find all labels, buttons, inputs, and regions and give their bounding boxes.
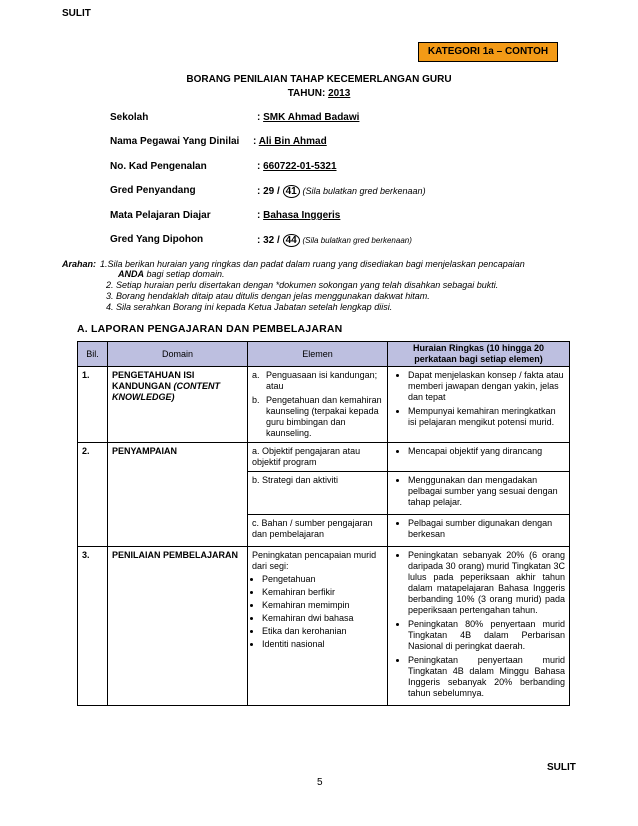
gred-label: Gred Penyandang <box>110 185 196 196</box>
sekolah-label: Sekolah <box>110 112 149 123</box>
row3-domain: PENILAIAN PEMBELAJARAN <box>108 547 248 706</box>
table-header-row <box>78 342 570 367</box>
nama-field: : Ali Bin Ahmad <box>253 136 327 147</box>
form-title: BORANG PENILAIAN TAHAP KECEMERLANGAN GURU <box>186 74 452 85</box>
row2-huraian-b-list <box>392 475 565 508</box>
gred-dipohon-field: : 32 / 44 (Sila bulatkan gred berkenaan) <box>257 235 412 246</box>
row2-huraian-a-item: • Mencapai objektif yang dirancang <box>408 446 565 457</box>
row1-bil: 1. <box>78 367 108 443</box>
mata-pelajaran-field: : Bahasa Inggeris <box>257 210 341 221</box>
row1-domain-text: PENGETAHUAN ISI KANDUNGAN <box>112 370 195 391</box>
row1-elemen-a-key: a. <box>252 370 260 380</box>
row3-huraian-list <box>392 550 565 699</box>
row2-elemen-a: a. Objektif pengajaran atau objektif program <box>248 443 388 472</box>
header-huraian: Huraian Ringkas (10 hingga 20 perkataan bagi setiap elemen) <box>388 342 570 367</box>
row2-huraian-c-item: • Pelbagai sumber digunakan dengan berkesan <box>408 518 565 540</box>
row3-elemen-item: • Etika dan kerohanian <box>262 626 383 637</box>
tahun-label: TAHUN: <box>287 88 326 99</box>
row3-elemen-item: • Kemahiran berfikir <box>262 587 383 598</box>
row3-bil: 3. <box>78 547 108 706</box>
arahan-line-2: 2. Setiap huraian perlu disertakan dengan *dokumen sokongan yang telah disahkan sebagai bukti. <box>106 280 499 290</box>
arahan-label: Arahan: <box>62 259 97 269</box>
section-a-heading: A. LAPORAN PENGAJARAN DAN PEMBELAJARAN <box>77 323 343 335</box>
gred-dipohon-label: Gred Yang Dipohon <box>110 234 204 245</box>
header-elemen: Elemen <box>248 342 388 367</box>
row1-elemen-a-text: Penguasaan isi kandungan; atau <box>266 370 378 391</box>
row1-huraian-list <box>392 370 565 428</box>
arahan-line-1: 1.Sila berikan huraian yang ringkas dan padat dalam ruang yang disediakan bagi menjelaskan pencapaian <box>100 259 525 269</box>
row3-huraian-2: • Peningkatan 80% penyertaan murid Tingkatan 4B dalam Perbarisan Nasional di peringkat daerah. <box>408 619 565 652</box>
arahan-anda: ANDA <box>118 269 144 279</box>
table-row <box>78 367 570 443</box>
header-domain: Domain <box>108 342 248 367</box>
tahun-value: 2013 <box>328 88 351 99</box>
arahan-line-3: 3. Borang hendaklah ditaip atau ditulis dengan jelas menggunakan dakwat hitam. <box>106 291 430 301</box>
gred-a: 29 <box>263 186 275 197</box>
row2-domain: PENYAMPAIAN <box>108 443 248 547</box>
gred-dipohon-note: (Sila bulatkan gred berkenaan) <box>302 236 412 245</box>
row3-huraian-1: • Peningkatan sebanyak 20% (6 orang daripada 30 orang) murid Tingkatan 3C lulus pada peperiksaan akhir tahun dalam matapelajaran Bahasa Inggeris berbanding 10% (3 orang murid) pada peperiksaan pertengahan tahun. <box>408 550 565 616</box>
sulit-label-top: SULIT <box>62 8 91 19</box>
row1-elemen <box>248 367 388 443</box>
gred-dipohon-a: 32 <box>263 235 275 246</box>
row3-elemen-item: • Kemahiran dwi bahasa <box>262 613 383 624</box>
row1-elemen-a <box>252 370 383 392</box>
row1-huraian-2: • Mempunyai kemahiran meringkatkan isi pelajaran mengikut potensi murid. <box>408 406 565 428</box>
row2-huraian-c-list <box>392 518 565 540</box>
sekolah-field: : SMK Ahmad Badawi <box>257 112 360 123</box>
row1-domain-italic: (CONTENT KNOWLEDGE) <box>112 381 220 402</box>
arahan-line-1b <box>118 269 225 280</box>
nama-label: Nama Pegawai Yang Dinilai <box>110 136 240 147</box>
row3-huraian-3: • Peningkatan penyertaan murid Tingkatan 4B dalam Minggu Bahasa Inggeris sebanyak 20% berbanding tahun sebelumnya. <box>408 655 565 699</box>
row1-huraian <box>388 367 570 443</box>
page-number: 5 <box>317 777 323 788</box>
table-row <box>78 443 570 472</box>
row1-elemen-b <box>252 395 383 439</box>
mata-pelajaran-value: Bahasa Inggeris <box>263 210 341 221</box>
row2-huraian-a <box>388 443 570 472</box>
row1-domain <box>108 367 248 443</box>
sekolah-value: SMK Ahmad Badawi <box>263 112 360 123</box>
kp-value: 660722-01-5321 <box>263 161 337 172</box>
row3-elemen-item: • Identiti nasional <box>262 639 383 650</box>
gred-field: : 29 / 41 (Sila bulatkan gred berkenaan) <box>257 186 426 197</box>
row3-elemen-intro: Peningkatan pencapaian murid dari segi: <box>252 550 377 571</box>
row2-huraian-b-item: • Menggunakan dan mengadakan pelbagai sumber yang sesuai dengan tahap pelajar. <box>408 475 565 508</box>
arahan-line-4: 4. Sila serahkan Borang ini kepada Ketua Jabatan setelah lengkap diisi. <box>106 302 393 312</box>
gred-b-circled: 41 <box>283 185 300 198</box>
table-row <box>78 547 570 706</box>
gred-dipohon-b-circled: 44 <box>283 234 300 247</box>
header-bil: Bil. <box>78 342 108 367</box>
row3-huraian <box>388 547 570 706</box>
arahan-line-1b-text: bagi setiap domain. <box>144 269 225 279</box>
row2-bil: 2. <box>78 443 108 547</box>
row3-elemen-list <box>252 574 383 650</box>
sulit-label-bottom: SULIT <box>547 762 576 773</box>
row2-huraian-a-list <box>392 446 565 457</box>
mata-pelajaran-label: Mata Pelajaran Diajar <box>110 210 211 221</box>
nama-value: Ali Bin Ahmad <box>258 136 327 147</box>
row2-elemen-c: c. Bahan / sumber pengajaran dan pembelajaran <box>248 515 388 547</box>
row1-elemen-b-text: Pengetahuan dan kemahiran kaunseling (terpakai kepada guru bimbingan dan kaunseling. <box>266 395 382 438</box>
row3-elemen <box>248 547 388 706</box>
row2-elemen-b: b. Strategi dan aktiviti <box>248 472 388 515</box>
assessment-table <box>77 341 570 706</box>
row2-huraian-b <box>388 472 570 515</box>
form-year <box>0 88 638 99</box>
kp-label: No. Kad Pengenalan <box>110 161 207 172</box>
row1-elemen-b-key: b. <box>252 395 260 405</box>
row3-elemen-item: • Kemahiran memimpin <box>262 600 383 611</box>
kategori-badge: KATEGORI 1a – CONTOH <box>418 42 558 62</box>
row2-huraian-c <box>388 515 570 547</box>
kp-field: : 660722-01-5321 <box>257 161 337 172</box>
row3-elemen-item: • Pengetahuan <box>262 574 383 585</box>
row1-huraian-1: • Dapat menjelaskan konsep / fakta atau memberi jawapan dengan yakin, jelas dan tepat <box>408 370 565 403</box>
gred-note: (Sila bulatkan gred berkenaan) <box>302 186 426 196</box>
